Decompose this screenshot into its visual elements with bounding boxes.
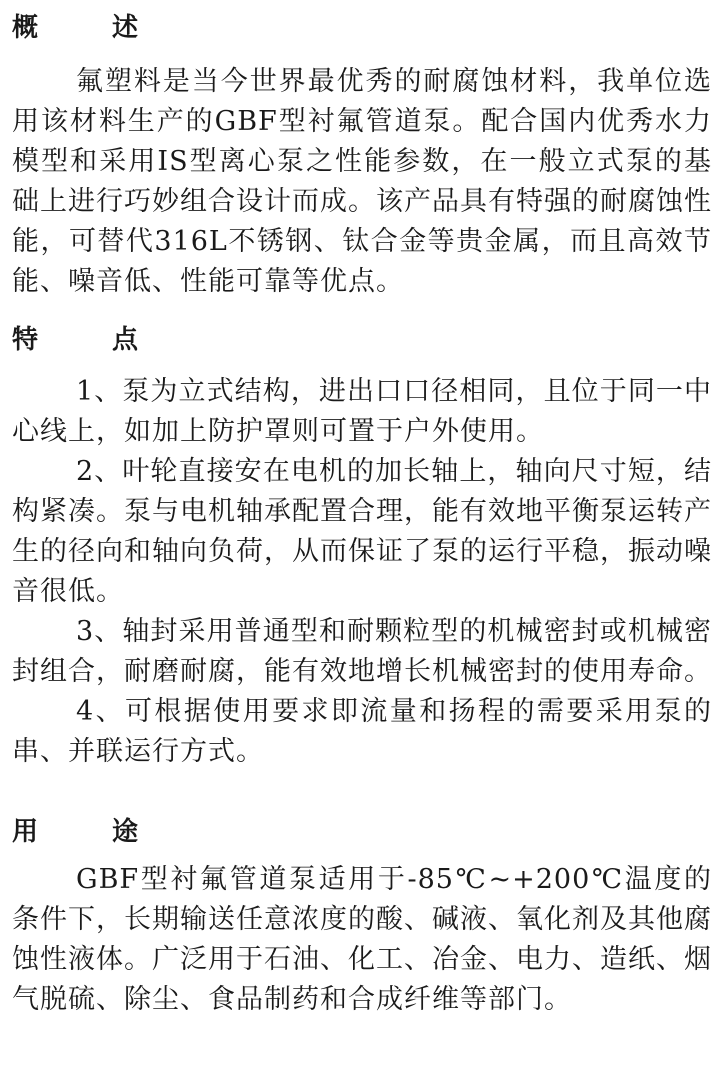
feature-item-1: 1、泵为立式结构，进出口口径相同，且位于同一中心线上，如加上防护罩则可置于户外使用。 [12,376,712,447]
feature-item-2: 2、叶轮直接安在电机的加长轴上，轴向尺寸短，结构紧凑。泵与电机轴承配置合理，能有效地平衡泵运转产生的径向和轴向负荷，从而保证了泵的运行平稳，振动噪音很低。 [12,456,712,607]
usage-paragraph: GBF型衬氟管道泵适用于-85℃~+200℃温度的条件下，长期输送任意浓度的酸、碱液、氧化剂及其他腐蚀性液体。广泛用于石油、化工、冶金、电力、造纸、烟气脱硫、除尘、食品制药和合成纤维等部门。 [12,864,712,1015]
overview-heading [12,8,712,48]
overview-heading-char-1: 概 [12,13,39,43]
overview-section [12,8,712,302]
overview-paragraph: 氟塑料是当今世界最优秀的耐腐蚀材料，我单位选用该材料生产的GBF型衬氟管道泵。配合国内优秀水力模型和采用IS型离心泵之性能参数，在一般立式泵的基础上进行巧妙组合设计而成。该产品具有特强的耐腐蚀性能，可替代316L不锈钢、钛合金等贵金属，而且高效节能、噪音低、性能可靠等优点。 [12,66,712,297]
usage-heading-char-1: 用 [12,817,39,847]
usage-heading [12,812,712,852]
features-heading-char-1: 特 [12,325,39,355]
usage-heading-char-2: 途 [112,817,139,847]
feature-item-4: 4、可根据使用要求即流量和扬程的需要采用泵的串、并联运行方式。 [12,696,712,767]
features-section [12,320,712,772]
features-heading-char-2: 点 [112,325,139,355]
features-heading [12,320,712,360]
overview-heading-char-2: 述 [112,13,139,43]
document-page [12,8,712,1020]
feature-item-3: 3、轴封采用普通型和耐颗粒型的机械密封或机械密封组合，耐磨耐腐，能有效地增长机械密封的使用寿命。 [12,616,712,687]
usage-section [12,812,712,1020]
